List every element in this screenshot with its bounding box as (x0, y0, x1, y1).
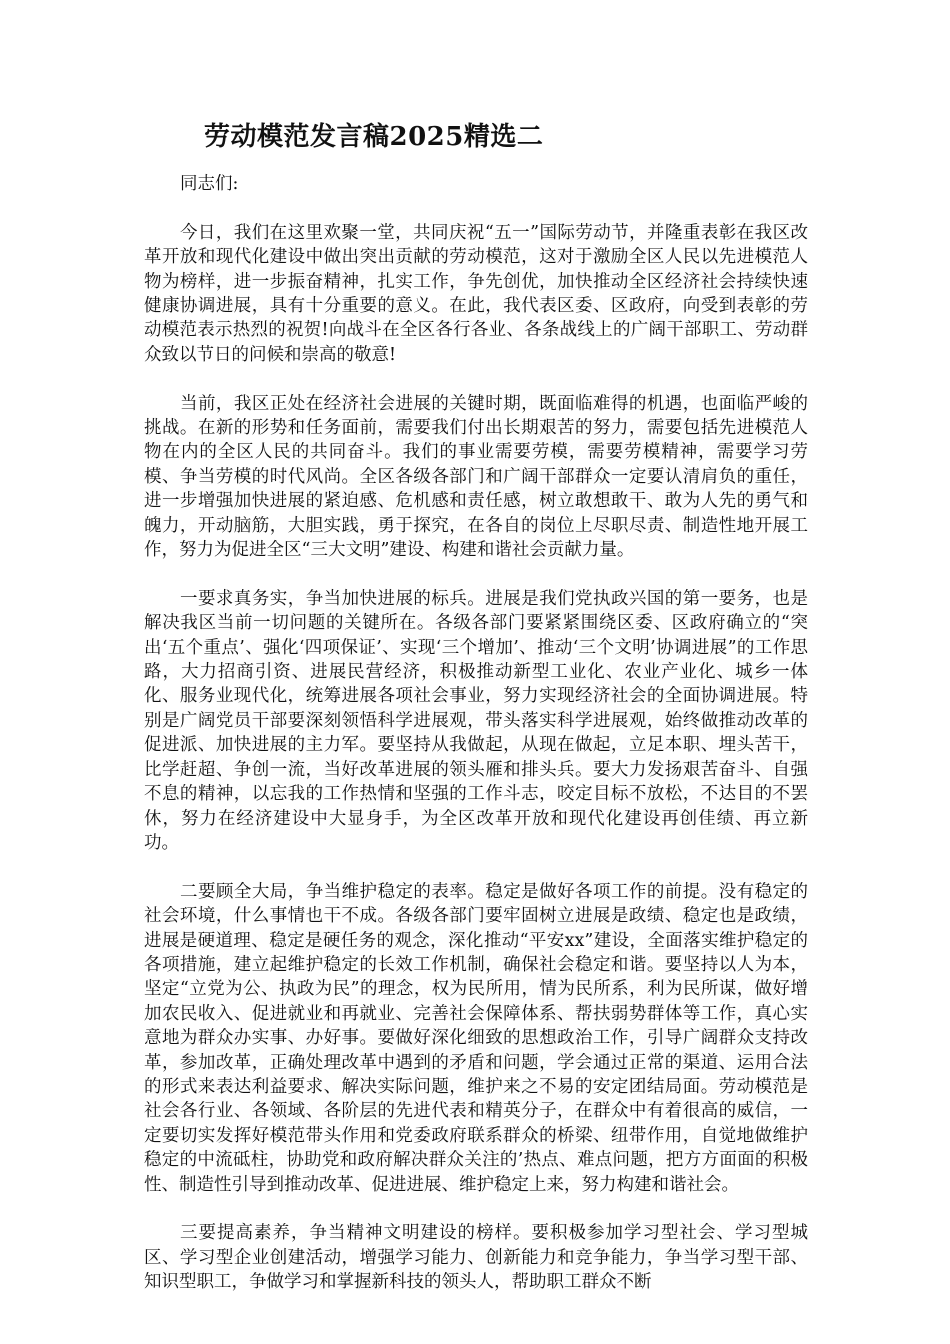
paragraph: 当前，我区正处在经济社会进展的关键时期，既面临难得的机遇，也面临严峻的挑战。在新的形势和任务面前，需要我们付出长期艰苦的努力，需要包括先进模范人物在内的全区人民的共同奋斗。我们的事业需要劳模，需要劳模精神，需要学习劳模、争当劳模的时代风尚。全区各级各部门和广阔干部群众一定要认清肩负的重任，进一步增强加快进展的紧迫感、危机感和责任感，树立敢想敢干、敢为人先的勇气和魄力，开动脑筋，大胆实践，勇于探究，在各自的岗位上尽职尽责、制造性地开展工作，努力为促进全区“三大文明”建设、构建和谐社会贡献力量。 (144, 393, 808, 561)
document-body (144, 172, 808, 1319)
paragraph: 三要提高素养，争当精神文明建设的榜样。要积极参加学习型社会、学习型城区、学习型企业创建活动，增强学习能力、创新能力和竞争能力，争当学习型干部、知识型职工，争做学习和掌握新科技的领头人，帮助职工群众不断 (144, 1223, 808, 1293)
paragraph: 一要求真务实，争当加快进展的标兵。进展是我们党执政兴国的第一要务，也是解决我区当前一切问题的关键所在。各级各部门要紧紧围绕区委、区政府确立的“突出‘五个重点’、强化‘四项保证’、实现‘三个增加’、推动‘三个文明’协调进展”的工作思路，大力招商引资、进展民营经济，积极推动新型工业化、农业产业化、城乡一体化、服务业现代化，统筹进展各项社会事业，努力实现经济社会的全面协调进展。特别是广阔党员干部要深刻领悟科学进展观，带头落实科学进展观，始终做推动改革的促进派、加快进展的主力军。要坚持从我做起，从现在做起，立足本职、埋头苦干，比学赶超、争创一流，当好改革进展的领头雁和排头兵。要大力发扬艰苦奋斗、自强不息的精神，以忘我的工作热情和坚强的工作斗志，咬定目标不放松，不达目的不罢休，努力在经济建设中大显身手，为全区改革开放和现代化建设再创佳绩、再立新功。 (144, 588, 808, 853)
salutation: 同志们: (180, 174, 239, 194)
document-title: 劳动模范发言稿2025精选二 (204, 122, 544, 152)
paragraph: 二要顾全大局，争当维护稳定的表率。稳定是做好各项工作的前提。没有稳定的社会环境，什么事情也干不成。各级各部门要牢固树立进展是政绩、稳定也是政绩，进展是硬道理、稳定是硬任务的观念，深化推动“平安xx”建设，全面落实维护稳定的各项措施，建立起维护稳定的长效工作机制，确保社会稳定和谐。要坚持以人为本，坚定“立党为公、执政为民”的理念，权为民所用，情为民所系，利为民所谋，做好增加农民收入、促进就业和再就业、完善社会保障体系、帮扶弱势群体等工作，真心实意地为群众办实事、办好事。要做好深化细致的思想政治工作，引导广阔群众支持改革，参加改革，正确处理改革中遇到的矛盾和问题，学会通过正常的渠道、运用合法的形式来表达利益要求、解决实际问题，维护来之不易的安定团结局面。劳动模范是社会各行业、各领域、各阶层的先进代表和精英分子，在群众中有着很高的威信，一定要切实发挥好模范带头作用和党委政府联系群众的桥梁、纽带作用，自觉地做维护稳定的中流砥柱，协助党和政府解决群众关注的’热点、难点问题，把方方面面的积极性、制造性引导到推动改革、促进进展、维护稳定上来，努力构建和谐社会。 (144, 881, 808, 1195)
paragraph: 今日，我们在这里欢聚一堂，共同庆祝“五一”国际劳动节，并隆重表彰在我区改革开放和现代化建设中做出突出贡献的劳动模范，这对于激励全区人民以先进模范人物为榜样，进一步振奋精神，扎实工作，争先创优，加快推动全区经济社会持续快速健康协调进展，具有十分重要的意义。在此，我代表区委、区政府，向受到表彰的劳动模范表示热烈的祝贺!向战斗在全区各行各业、各条战线上的广阔干部职工、劳动群众致以节日的问候和崇高的敬意! (144, 222, 808, 365)
